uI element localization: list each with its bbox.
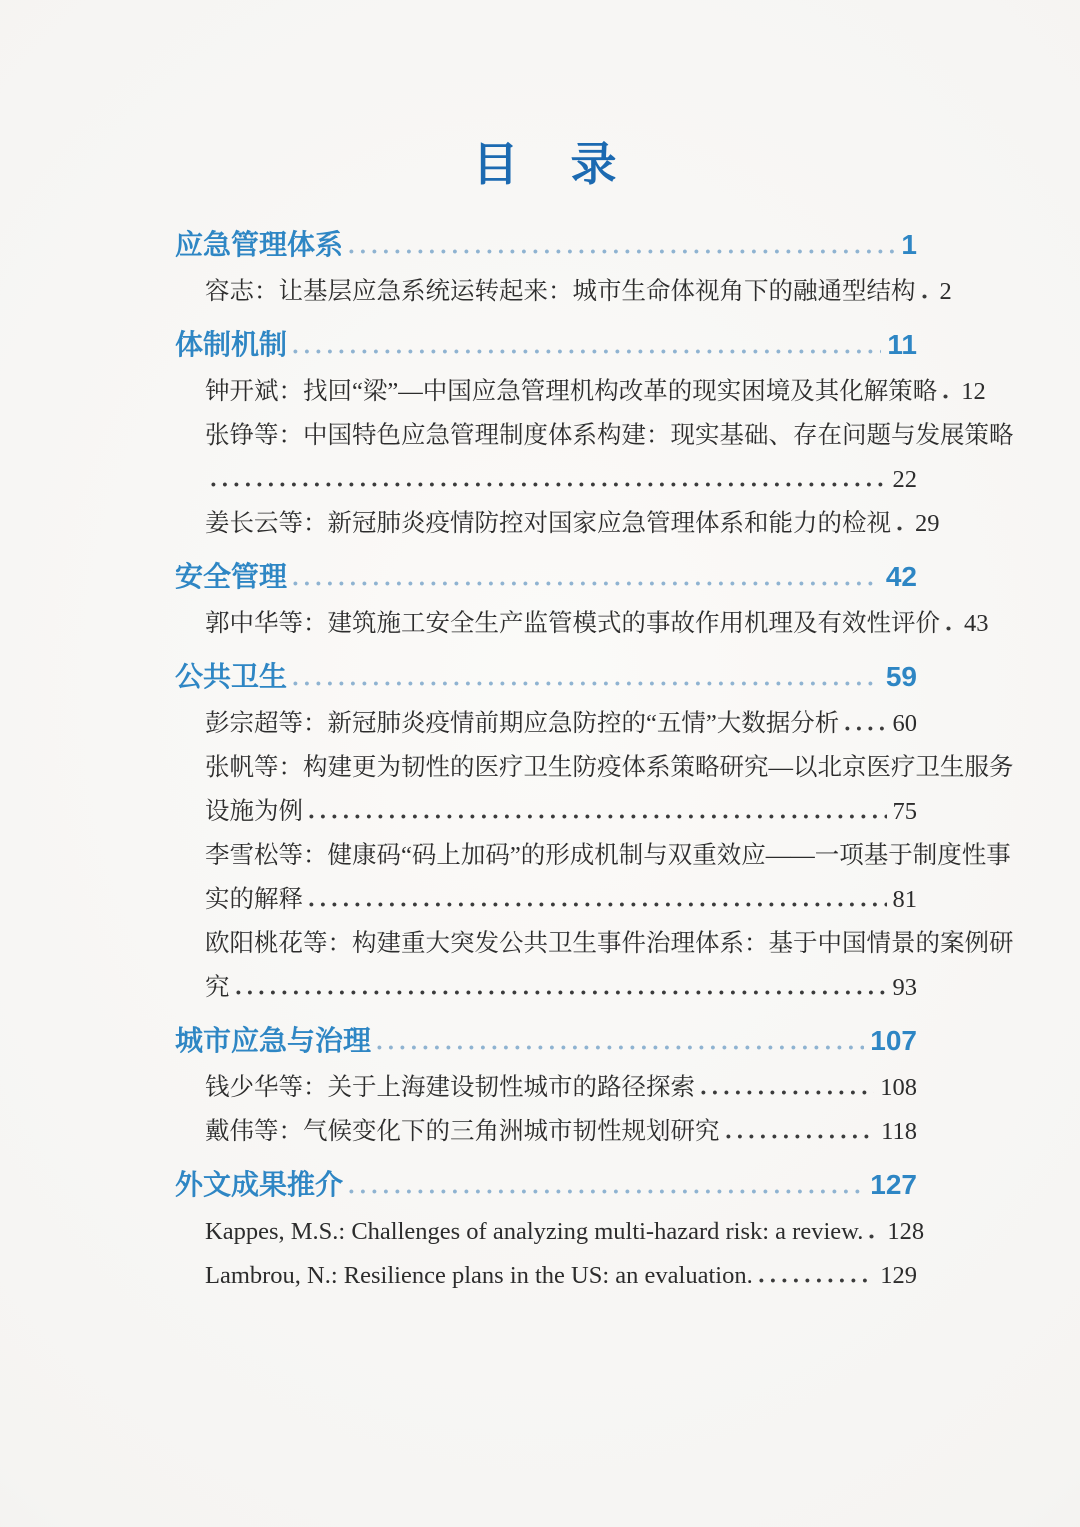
dot-leader [349,1189,864,1194]
toc-section-row [175,220,917,270]
toc-entry-continuation-row [205,966,917,1010]
page-number: 108 [880,1074,917,1101]
page-number: 93 [892,974,917,1001]
dot-leader [211,482,887,487]
toc-entry-row [205,370,986,414]
toc-section-row [175,1160,917,1210]
toc-section-row [175,652,917,702]
dot-leader [236,990,887,995]
toc-entry-label: 郭中华等：建筑施工安全生产监管模式的事故作用机理及有效性评价 [205,610,940,637]
page-number: 107 [870,1025,917,1056]
toc-entry-row [205,1066,917,1110]
toc-entry-row [205,746,1014,790]
page-number: 1 [901,229,917,260]
dot-leader [946,626,958,631]
toc-section-row [175,320,917,370]
toc-entry-label: 容志：让基层应急系统运转起来：城市生命体视角下的融通型结构 [205,278,916,305]
dot-leader [377,1045,864,1050]
toc-entry-label: Kappes, M.S.: Challenges of analyzing multi-hazard risk: a review. [205,1218,864,1245]
page-number: 129 [880,1262,917,1289]
page-number: 42 [885,561,917,592]
toc-entry-row [205,1254,917,1298]
page-number: 118 [881,1118,917,1145]
page-number: 60 [892,710,917,737]
page-number: 75 [892,798,917,825]
dot-leader [293,681,880,686]
page-number: 43 [964,610,989,637]
dot-leader [309,814,887,819]
toc-section-label: 城市应急与治理 [175,1025,372,1056]
toc-entry-label: Lambrou, N.: Resilience plans in the US: an evaluation. [205,1262,753,1289]
toc-section-row [175,1016,917,1066]
toc-entry-label: 张铮等：中国特色应急管理制度体系构建：现实基础、存在问题与发展策略 [205,422,1014,449]
toc-entry-label: 究 [205,974,230,1001]
page-number: 127 [870,1169,917,1200]
toc-entry-row [205,1110,917,1154]
toc-section-label: 应急管理体系 [175,229,344,260]
toc-entry-row [205,502,940,546]
toc-entry-row [205,834,1011,878]
page-number: 11 [887,329,917,360]
toc-entry-row [205,414,1014,458]
dot-leader [701,1090,874,1095]
dot-leader [293,581,880,586]
dot-leader [845,726,886,731]
toc-section-label: 体制机制 [175,329,288,360]
dot-leader [293,349,881,354]
toc-entry-label: 李雪松等：健康码“码上加码”的形成机制与双重效应——一项基于制度性事 [205,842,1011,869]
toc-entry-continuation-row [205,790,917,834]
page-title: 目 录 [472,138,620,190]
dot-leader [897,526,909,531]
toc-section-row [175,552,917,602]
page-number: 29 [915,510,940,537]
dot-leader [309,902,887,907]
toc-entry-label: 彭宗超等：新冠肺炎疫情前期应急防控的“五情”大数据分析 [205,710,840,737]
toc-entry-label: 欧阳桃花等：构建重大突发公共卫生事件治理体系：基于中国情景的案例研 [205,930,1014,957]
toc-entry-continuation-row [205,458,917,502]
toc-entry-label: 钟开斌：找回“梁”—中国应急管理机构改革的现实困境及其化解策略 [205,378,938,405]
toc-section-label: 公共卫生 [175,661,288,692]
page-number: 59 [885,661,917,692]
toc-entry-label: 设施为例 [205,798,303,825]
toc-entry-row [205,602,989,646]
toc-entry-row [205,270,952,314]
dot-leader [726,1134,876,1139]
page-number: 81 [892,886,917,913]
toc-entry-label: 钱少华等：关于上海建设韧性城市的路径探索 [205,1074,695,1101]
toc-entry-row [205,702,917,746]
page-number: 12 [961,378,986,405]
dot-leader [759,1278,875,1283]
dot-leader [869,1234,881,1239]
toc-entry-label: 姜长云等：新冠肺炎疫情防控对国家应急管理体系和能力的检视 [205,510,891,537]
dot-leader [349,249,895,254]
toc-entry-label: 戴伟等：气候变化下的三角洲城市韧性规划研究 [205,1118,720,1145]
dot-leader [922,294,934,299]
toc-entry-continuation-row [205,878,917,922]
dot-leader [943,394,955,399]
page-number: 22 [892,466,917,493]
toc-section-label: 安全管理 [175,561,288,592]
page-number: 2 [939,278,952,305]
toc-section-label: 外文成果推介 [175,1169,344,1200]
page-number: 128 [887,1218,925,1245]
toc-entry-row [205,922,1014,966]
toc-entry-label: 实的解释 [205,886,303,913]
toc-entry-row [205,1210,925,1254]
toc-entry-label: 张帆等：构建更为韧性的医疗卫生防疫体系策略研究—以北京医疗卫生服务 [205,754,1014,781]
